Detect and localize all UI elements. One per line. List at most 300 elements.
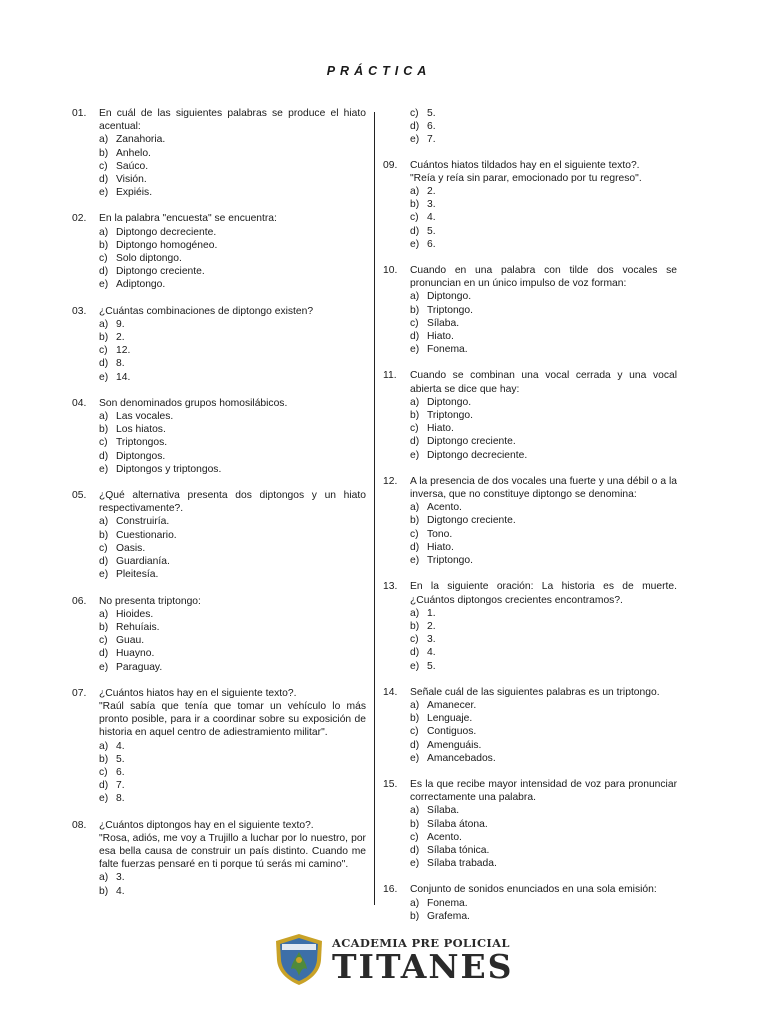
question-number: 08. <box>72 819 87 831</box>
option-letter: c) <box>99 253 108 265</box>
option-item <box>99 568 366 581</box>
question-text <box>99 107 366 133</box>
option-item <box>410 897 677 910</box>
question-item <box>383 580 677 672</box>
question-stem <box>72 212 366 225</box>
question-text <box>99 595 366 608</box>
option-letter: c) <box>410 726 419 738</box>
option-item <box>99 661 366 674</box>
option-item <box>99 133 366 146</box>
option-letter: c) <box>410 528 419 540</box>
option-text: Triptongo. <box>427 304 473 316</box>
option-letter: c) <box>410 108 419 119</box>
option-item <box>410 238 677 251</box>
option-letter: c) <box>99 542 108 554</box>
column-divider <box>374 112 375 905</box>
option-item <box>410 712 677 725</box>
option-letter: b) <box>99 753 109 765</box>
question-prompt: Señale cuál de las siguientes palabras es un triptongo. <box>410 686 660 698</box>
option-text: 3. <box>116 872 125 884</box>
question-stem <box>383 475 677 501</box>
question-number: 05. <box>72 490 87 502</box>
option-letter: c) <box>410 317 419 329</box>
option-letter: d) <box>99 266 109 278</box>
option-item <box>99 186 366 199</box>
option-item <box>410 725 677 738</box>
option-text: Fonema. <box>427 897 468 909</box>
option-text: Sílaba. <box>427 317 460 329</box>
question-quote: "Rosa, adiós, me voy a Trujillo a luchar por lo nuestro, por esa bella causa de construir un país distinto. Cuando me falte fuerzas pensaré en ti porque tú serás mi camino". <box>99 832 366 871</box>
option-text: 6. <box>427 121 436 133</box>
option-letter: d) <box>99 358 109 370</box>
question-prompt: Es la que recibe mayor intensidad de voz para pronunciar correctamente una palabra. <box>410 778 677 804</box>
option-letter: b) <box>99 885 109 897</box>
option-item <box>99 647 366 660</box>
option-item <box>410 133 677 146</box>
option-text: Hiato. <box>427 541 454 553</box>
option-text: Diptongo homogéneo. <box>116 239 218 251</box>
question-number: 12. <box>383 475 398 487</box>
option-item <box>99 173 366 186</box>
option-letter: c) <box>99 437 108 449</box>
option-item <box>99 436 366 449</box>
question-prompt: En cuál de las siguientes palabras se produce el hiato acentual: <box>99 108 366 133</box>
left-column <box>72 107 366 911</box>
question-item <box>383 475 677 567</box>
option-letter: e) <box>410 858 420 870</box>
question-text <box>99 212 366 225</box>
option-item <box>99 357 366 370</box>
option-text: Pleitesía. <box>116 569 159 581</box>
option-letter: e) <box>99 279 109 291</box>
option-item <box>410 343 677 356</box>
option-text: Acento. <box>427 831 462 843</box>
option-text: Adiptongo. <box>116 279 166 291</box>
question-text <box>410 686 677 699</box>
option-item <box>410 514 677 527</box>
option-item <box>410 396 677 409</box>
option-item <box>410 910 677 923</box>
option-letter: d) <box>99 648 109 660</box>
right-column <box>383 107 677 936</box>
option-text: Contiguos. <box>427 726 477 738</box>
option-letter: a) <box>410 607 420 619</box>
option-letter: c) <box>410 634 419 646</box>
option-text: Expiéis. <box>116 187 153 199</box>
option-item <box>99 147 366 160</box>
option-item <box>410 435 677 448</box>
option-text: 5. <box>116 753 125 765</box>
option-item <box>99 608 366 621</box>
option-letter: e) <box>410 449 420 461</box>
option-letter: e) <box>99 661 109 673</box>
question-text <box>410 580 677 606</box>
option-item <box>99 740 366 753</box>
question-stem <box>383 883 677 896</box>
question-prompt: Cuando en una palabra con tilde dos vocales se pronuncian en un único impulso de voz forman: <box>410 265 677 290</box>
option-text: 4. <box>427 647 436 659</box>
question-prompt: En la siguiente oración: La historia es de muerte. ¿Cuántos diptongos crecientes encontramos?. <box>410 581 677 606</box>
options-list <box>383 501 677 567</box>
options-list <box>383 290 677 356</box>
options-list <box>383 897 677 923</box>
option-letter: d) <box>99 556 109 568</box>
question-item <box>383 264 677 356</box>
option-text: Grafema. <box>427 910 470 922</box>
option-item <box>99 331 366 344</box>
question-stem <box>383 686 677 699</box>
option-text: Sílaba trabada. <box>427 858 497 870</box>
option-letter: b) <box>410 410 420 422</box>
option-letter: a) <box>410 396 420 408</box>
option-item <box>410 818 677 831</box>
option-item <box>99 226 366 239</box>
question-stem <box>383 580 677 606</box>
option-item <box>99 792 366 805</box>
option-item <box>99 515 366 528</box>
question-number: 10. <box>383 265 398 277</box>
option-text: Amenguáis. <box>427 739 482 751</box>
question-item <box>72 212 366 291</box>
question-item <box>72 489 366 581</box>
question-stem <box>383 264 677 290</box>
question-stem <box>72 397 366 410</box>
option-text: Amancebados. <box>427 752 496 764</box>
option-item <box>99 423 366 436</box>
option-letter: d) <box>410 121 420 133</box>
question-prompt: Son denominados grupos homosilábicos. <box>99 397 288 409</box>
option-letter: e) <box>99 187 109 199</box>
option-text: 5. <box>427 225 436 237</box>
options-list <box>72 608 366 674</box>
option-text: 2. <box>427 186 436 198</box>
option-text: Digtongo creciente. <box>427 515 516 527</box>
option-item <box>99 529 366 542</box>
option-item <box>99 463 366 476</box>
option-item <box>410 752 677 765</box>
option-text: Diptongos y triptongos. <box>116 463 222 475</box>
option-text: Solo diptongo. <box>116 253 182 265</box>
question-text <box>99 397 366 410</box>
question-item <box>383 686 677 765</box>
question-item <box>72 595 366 674</box>
option-letter: b) <box>410 910 420 922</box>
option-text: Diptongo. <box>427 396 472 408</box>
option-text: Sílaba tónica. <box>427 844 490 856</box>
question-number: 15. <box>383 778 398 790</box>
options-list <box>72 410 366 476</box>
question-stem <box>72 687 366 740</box>
option-letter: b) <box>99 332 109 344</box>
question-text <box>99 489 366 515</box>
option-letter: b) <box>99 621 109 633</box>
option-text: 14. <box>116 371 131 383</box>
option-item <box>410 633 677 646</box>
question-stem <box>72 489 366 515</box>
option-item <box>410 225 677 238</box>
option-text: Triptongo. <box>427 410 473 422</box>
option-text: 1. <box>427 607 436 619</box>
question-prompt: Cuántos hiatos tildados hay en el siguiente texto?. <box>410 159 640 171</box>
option-item <box>99 555 366 568</box>
option-letter: e) <box>410 660 420 672</box>
option-text: Triptongo. <box>427 555 473 567</box>
option-letter: c) <box>99 160 108 172</box>
option-letter: b) <box>410 620 420 632</box>
option-item <box>410 607 677 620</box>
option-letter: d) <box>99 174 109 186</box>
question-item <box>72 819 366 898</box>
option-text: Diptongo decreciente. <box>116 226 217 238</box>
option-text: Fonema. <box>427 344 468 356</box>
option-item <box>410 107 677 120</box>
option-item <box>99 450 366 463</box>
question-number: 03. <box>72 305 87 317</box>
option-item <box>99 779 366 792</box>
option-letter: c) <box>410 423 419 435</box>
options-list <box>72 871 366 897</box>
option-item <box>410 330 677 343</box>
option-item <box>410 844 677 857</box>
question-number: 13. <box>383 581 398 593</box>
options-list <box>383 804 677 870</box>
question-item <box>383 159 677 251</box>
question-quote: "Raúl sabía que tenía que tomar un vehículo lo más pronto posible, para ir a coordinar sobre su exposición de historia en aquel centro de adiestramiento militar". <box>99 700 366 739</box>
option-text: Guardianía. <box>116 556 170 568</box>
option-letter: c) <box>99 635 108 647</box>
option-text: 9. <box>116 318 125 330</box>
question-text <box>410 159 677 185</box>
option-letter: c) <box>99 766 108 778</box>
option-text: Paraguay. <box>116 661 163 673</box>
options-list <box>72 133 366 199</box>
option-text: Lenguaje. <box>427 713 473 725</box>
option-text: 5. <box>427 108 436 119</box>
option-text: Diptongos. <box>116 450 166 462</box>
option-letter: d) <box>410 541 420 553</box>
option-letter: a) <box>410 897 420 909</box>
option-text: Anhelo. <box>116 147 151 159</box>
option-text: Cuestionario. <box>116 529 177 541</box>
options-list <box>383 396 677 462</box>
option-item <box>99 239 366 252</box>
question-number: 02. <box>72 213 87 225</box>
option-letter: e) <box>410 238 420 250</box>
option-item <box>99 371 366 384</box>
option-item <box>99 885 366 898</box>
option-item <box>410 304 677 317</box>
option-letter: d) <box>410 331 420 343</box>
options-list <box>72 226 366 292</box>
question-item <box>72 305 366 384</box>
option-text: 7. <box>427 134 436 146</box>
option-text: Visión. <box>116 174 147 186</box>
option-item <box>99 621 366 634</box>
option-letter: e) <box>410 134 420 146</box>
question-prompt: A la presencia de dos vocales una fuerte y una débil o a la inversa, que no constituye diptongo se denomina: <box>410 475 677 501</box>
questions-list <box>383 159 677 923</box>
question-prompt: ¿Qué alternativa presenta dos diptongos y un hiato respectivamente?. <box>99 490 366 515</box>
option-item <box>99 542 366 555</box>
option-item <box>99 252 366 265</box>
option-text: Hiato. <box>427 423 454 435</box>
question-text <box>410 778 677 804</box>
options-list <box>383 185 677 251</box>
option-text: Huayno. <box>116 648 155 660</box>
option-text: 12. <box>116 345 131 357</box>
option-letter: b) <box>410 304 420 316</box>
option-text: Sílaba átona. <box>427 818 488 830</box>
question-number: 01. <box>72 108 87 119</box>
option-item <box>99 753 366 766</box>
option-item <box>410 620 677 633</box>
option-letter: d) <box>99 450 109 462</box>
question-stem <box>72 305 366 318</box>
option-letter: a) <box>410 186 420 198</box>
option-text: Los hiatos. <box>116 424 166 436</box>
option-letter: a) <box>99 411 109 423</box>
option-text: Zanahoria. <box>116 134 166 146</box>
option-letter: e) <box>410 555 420 567</box>
option-letter: e) <box>410 344 420 356</box>
option-letter: b) <box>99 147 109 159</box>
option-letter: d) <box>99 780 109 792</box>
question-text <box>99 819 366 872</box>
option-text: Amanecer. <box>427 699 477 711</box>
option-text: Hioides. <box>116 608 154 620</box>
option-item <box>410 857 677 870</box>
option-item <box>99 634 366 647</box>
option-item <box>410 646 677 659</box>
question-item <box>383 883 677 923</box>
option-letter: b) <box>410 199 420 211</box>
option-text: Guau. <box>116 635 145 647</box>
question-item <box>383 369 677 461</box>
question-text <box>99 687 366 740</box>
option-text: Acento. <box>427 502 462 514</box>
question-number: 16. <box>383 884 398 896</box>
option-text: 3. <box>427 634 436 646</box>
option-text: Sílaba. <box>427 805 460 817</box>
option-letter: a) <box>99 226 109 238</box>
option-letter: a) <box>99 740 109 752</box>
option-item <box>99 318 366 331</box>
question-quote: "Reía y reía sin parar, emocionado por tu regreso". <box>410 172 642 184</box>
option-item <box>99 410 366 423</box>
option-letter: a) <box>410 502 420 514</box>
option-text: 7. <box>116 780 125 792</box>
option-item <box>410 317 677 330</box>
question-item <box>72 397 366 476</box>
options-list <box>72 318 366 384</box>
academy-subtitle: ACADEMIA PRE POLICIAL <box>332 936 510 950</box>
question-stem <box>383 159 677 185</box>
option-text: 6. <box>427 238 436 250</box>
question-prompt: En la palabra "encuesta" se encuentra: <box>99 213 277 225</box>
option-letter: e) <box>99 569 109 581</box>
option-letter: d) <box>410 844 420 856</box>
option-text: Tono. <box>427 528 453 540</box>
option-text: 8. <box>116 793 125 805</box>
question-prompt: ¿Cuántos hiatos hay en el siguiente texto?. <box>99 687 297 699</box>
option-letter: a) <box>99 318 109 330</box>
option-text: Las vocales. <box>116 411 174 423</box>
option-text: Diptongo creciente. <box>427 436 516 448</box>
question-number: 11. <box>383 370 397 382</box>
option-letter: c) <box>410 831 419 843</box>
option-item <box>410 449 677 462</box>
option-text: 4. <box>427 212 436 224</box>
option-letter: e) <box>99 371 109 383</box>
options-list <box>72 740 366 806</box>
question-text <box>410 369 677 395</box>
option-text: Diptongo creciente. <box>116 266 205 278</box>
option-item <box>410 739 677 752</box>
question-stem <box>72 107 366 133</box>
question-item <box>383 778 677 870</box>
option-letter: c) <box>410 212 419 224</box>
options-list <box>383 607 677 673</box>
option-text: 2. <box>427 620 436 632</box>
page-title: PRÁCTICA <box>326 64 432 78</box>
question-stem <box>383 778 677 804</box>
question-text <box>99 305 366 318</box>
options-list <box>72 515 366 581</box>
option-letter: c) <box>99 345 108 357</box>
question-text <box>410 475 677 501</box>
option-letter: b) <box>99 424 109 436</box>
option-item <box>99 344 366 357</box>
option-item <box>99 278 366 291</box>
option-text: Diptongo. <box>427 291 472 303</box>
options-list <box>383 699 677 765</box>
question-number: 09. <box>383 159 398 171</box>
option-letter: b) <box>410 713 420 725</box>
academy-footer <box>272 932 512 988</box>
option-text: 4. <box>116 885 125 897</box>
option-item <box>99 265 366 278</box>
option-letter: d) <box>410 225 420 237</box>
option-text: Diptongo decreciente. <box>427 449 528 461</box>
option-text: Triptongos. <box>116 437 168 449</box>
option-item <box>410 541 677 554</box>
shield-logo-icon <box>272 932 326 986</box>
option-letter: b) <box>99 239 109 251</box>
question-continuation <box>383 107 677 147</box>
question-number: 04. <box>72 397 87 409</box>
option-letter: b) <box>410 515 420 527</box>
option-item <box>410 422 677 435</box>
option-letter: a) <box>410 699 420 711</box>
question-stem <box>72 595 366 608</box>
option-item <box>410 501 677 514</box>
option-item <box>410 290 677 303</box>
option-text: Saúco. <box>116 160 149 172</box>
option-letter: a) <box>99 516 109 528</box>
option-text: 5. <box>427 660 436 672</box>
option-letter: d) <box>410 647 420 659</box>
question-prompt: ¿Cuántos diptongos hay en el siguiente texto?. <box>99 819 314 831</box>
option-text: Hiato. <box>427 331 454 343</box>
question-prompt: Cuando se combinan una vocal cerrada y una vocal abierta se dice que hay: <box>410 370 677 395</box>
question-number: 06. <box>72 595 87 607</box>
option-letter: b) <box>99 529 109 541</box>
option-letter: b) <box>410 818 420 830</box>
option-item <box>410 528 677 541</box>
question-stem <box>72 819 366 872</box>
option-letter: e) <box>99 793 109 805</box>
academy-name: TITANES <box>332 947 514 986</box>
